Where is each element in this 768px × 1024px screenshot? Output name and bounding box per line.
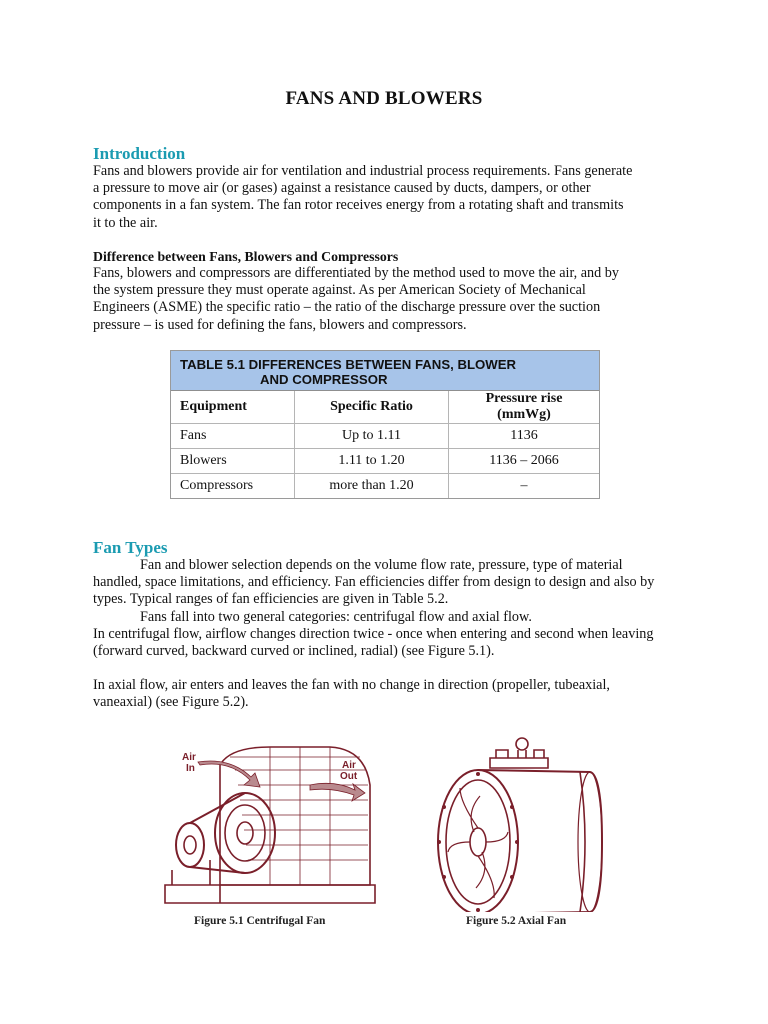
cell-ratio: 1.11 to 1.20 — [295, 449, 449, 474]
fan-types-paragraph-1: Fan and blower selection depends on the volume flow rate, pressure, type of material handled, space limitations, and efficiency. Fan efficiencies differ from design to design and also by types. Typical ranges of fan efficiencies are given in Table 5.2. — [93, 557, 655, 608]
cell-equipment: Blowers — [171, 449, 295, 474]
cell-pressure: – — [449, 474, 600, 499]
intro-line: components in a fan system. The fan rotor receives energy from a rotating shaft and transmits — [93, 197, 624, 214]
comparison-table — [171, 391, 599, 498]
table-header-row — [171, 391, 599, 424]
figure-5-2-caption: Figure 5.2 Axial Fan — [466, 915, 567, 927]
cell-ratio: more than 1.20 — [295, 474, 449, 499]
fan-types-paragraph-2: Fans fall into two general categories: centrifugal flow and axial flow. — [140, 608, 532, 625]
intro-paragraph — [93, 163, 675, 232]
fan-types-section — [93, 557, 668, 712]
page-title: FANS AND BLOWERS — [285, 88, 483, 109]
difference-line: pressure – is used for defining the fans, blowers and compressors. — [93, 316, 467, 333]
axial-fan-illustration — [430, 732, 610, 912]
table-title — [171, 351, 599, 391]
difference-line: the system pressure they must operate against. As per American Society of Mechanical — [93, 282, 586, 299]
air-in-label-2: In — [186, 763, 195, 774]
difference-line: Engineers (ASME) the specific ratio – the ratio of the discharge pressure over the suction — [93, 299, 601, 316]
col-header-specific-ratio: Specific Ratio — [295, 391, 449, 424]
figure-5-1-caption: Figure 5.1 Centrifugal Fan — [194, 915, 326, 927]
cell-pressure: 1136 – 2066 — [449, 449, 600, 474]
table-5-1 — [170, 350, 600, 499]
difference-line: Fans, blowers and compressors are differentiated by the method used to move the air, and by — [93, 265, 619, 281]
air-in-label-1: Air — [182, 752, 196, 763]
cell-equipment: Fans — [171, 424, 295, 449]
cell-equipment: Compressors — [171, 474, 295, 499]
table-row — [171, 474, 599, 499]
air-out-label-2: Out — [340, 771, 358, 782]
air-in-arrow — [198, 761, 260, 787]
table-title-line1: TABLE 5.1 DIFFERENCES BETWEEN FANS, BLOWER — [180, 357, 517, 372]
table-row — [171, 424, 599, 449]
air-out-label-1: Air — [342, 760, 356, 771]
col-header-pressure-rise: Pressure rise (mmWg) — [449, 391, 600, 424]
table-title-line2: AND COMPRESSOR — [260, 372, 388, 387]
fan-types-paragraph-3: In centrifugal flow, airflow changes direction twice - once when entering and second when leaving (forward curved, backward curved or inclined, radial) (see Figure 5.1). — [93, 625, 654, 660]
intro-heading: Introduction — [93, 144, 186, 163]
intro-line: Fans and blowers provide air for ventilation and industrial process requirements. Fans generate — [93, 163, 633, 179]
difference-paragraph — [93, 265, 675, 334]
cell-pressure: 1136 — [449, 424, 600, 449]
fan-types-heading: Fan Types — [93, 538, 168, 557]
table-row — [171, 449, 599, 474]
fan-types-paragraph-4: In axial flow, air enters and leaves the fan with no change in direction (propeller, tubeaxial, vaneaxial) (see Figure 5.2). — [93, 677, 610, 711]
difference-heading: Difference between Fans, Blowers and Compressors — [93, 249, 399, 264]
intro-line: a pressure to move air (or gases) against a resistance caused by ducts, dampers, or other — [93, 180, 591, 197]
cell-ratio: Up to 1.11 — [295, 424, 449, 449]
air-out-arrow — [310, 783, 365, 801]
centrifugal-fan-illustration — [160, 735, 380, 910]
col-header-equipment: Equipment — [171, 391, 295, 424]
intro-line: it to the air. — [93, 214, 158, 231]
